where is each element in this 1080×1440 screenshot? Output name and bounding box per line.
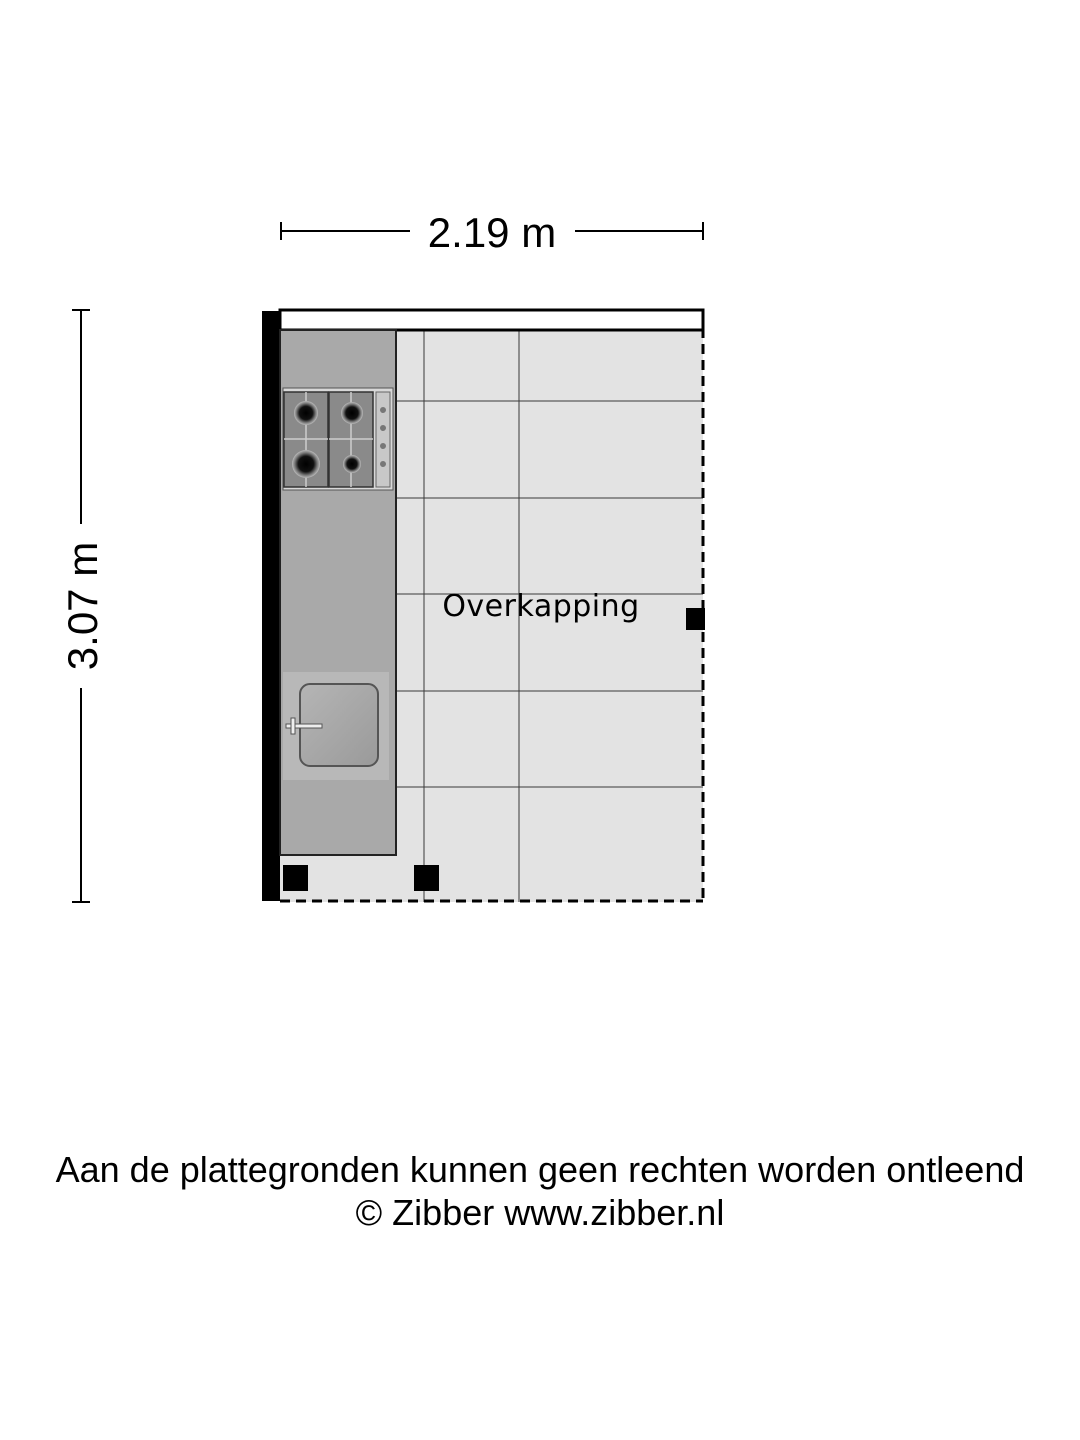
width-dimension [281, 209, 703, 256]
burner-icon [294, 401, 318, 425]
column-post [686, 608, 705, 630]
height-dimension-label: 3.07 m [59, 541, 106, 671]
burner-icon [341, 402, 363, 424]
cooktop [283, 388, 393, 490]
column-post [283, 865, 308, 891]
room-label: Overkapping [442, 589, 640, 624]
disclaimer-text: Aan de plattegronden kunnen geen rechten worden ontleend [55, 1149, 1025, 1190]
burner-icon [292, 450, 320, 478]
left-wall [262, 311, 280, 901]
sink [283, 672, 389, 780]
column-post [414, 865, 439, 891]
top-beam [280, 310, 703, 330]
burner-icon [343, 455, 361, 473]
height-dimension [59, 310, 106, 902]
width-dimension-label: 2.19 m [427, 209, 557, 256]
credit-text: © Zibber www.zibber.nl [355, 1192, 725, 1233]
